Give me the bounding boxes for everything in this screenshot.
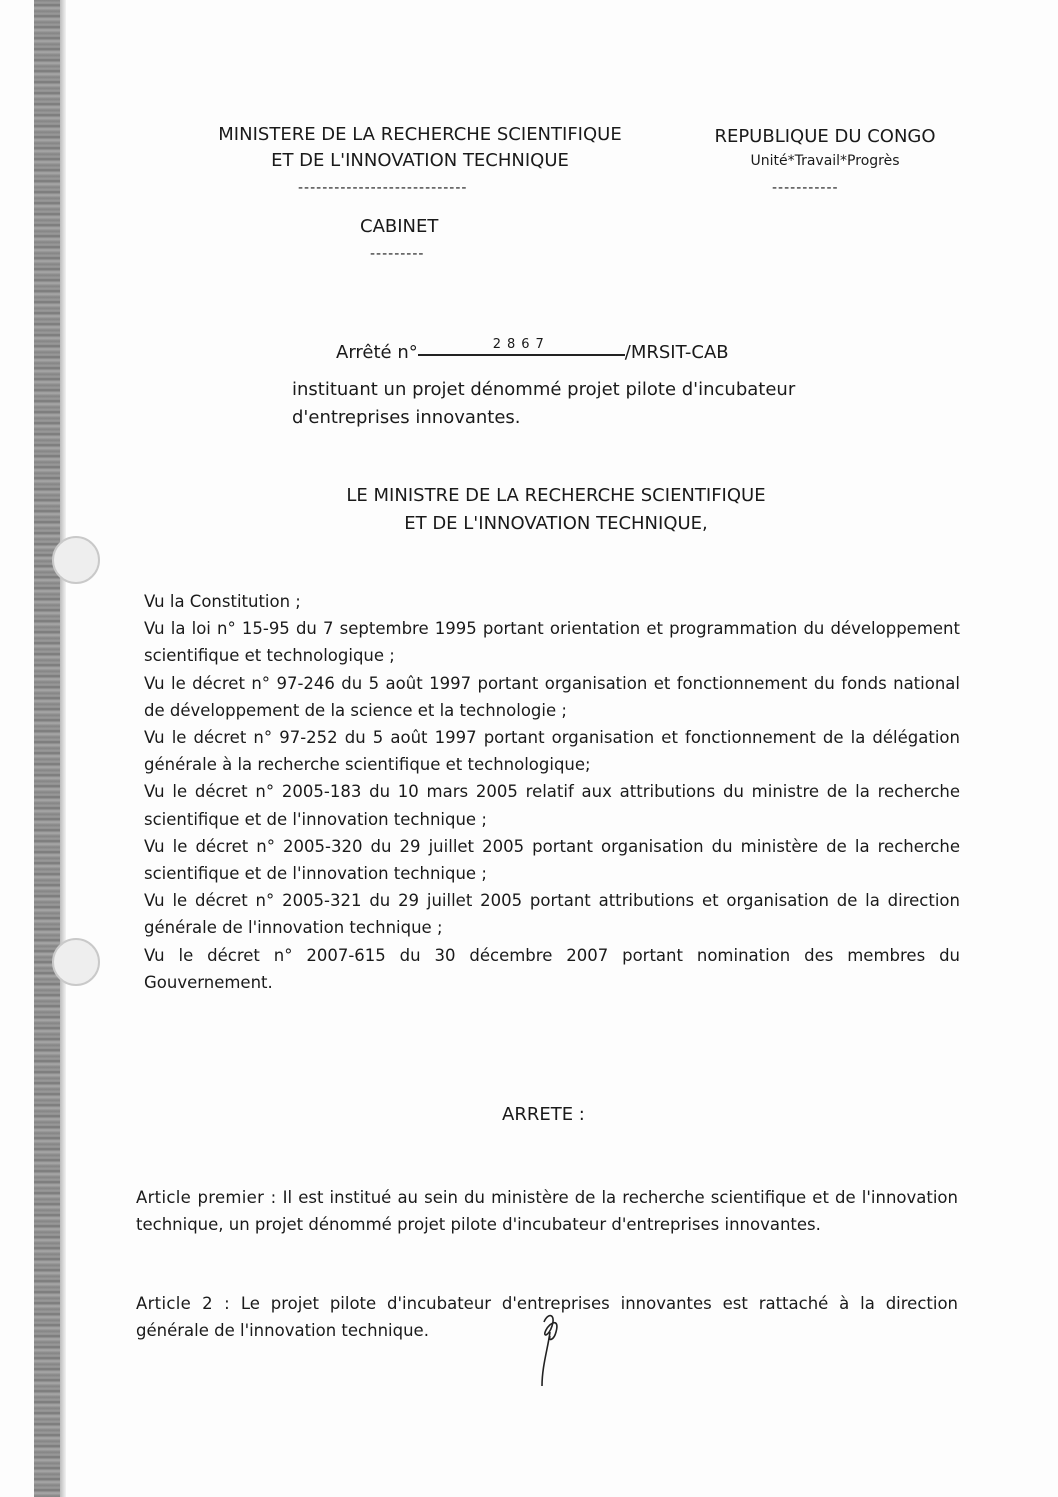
minister-title: [308, 482, 804, 538]
decree-number: 2867: [492, 337, 550, 352]
visa-item: Vu le décret n° 2005-320 du 29 juillet 2005 portant organisation du ministère de la recherche scientifique et de l'innovation technique ;: [144, 836, 960, 884]
scan-binding-edge: [34, 0, 60, 1497]
visa-item: Vu le décret n° 2007-615 du 30 décembre 2007 portant nomination des membres du Gouvernement.: [144, 945, 960, 992]
cabinet-label: CABINET: [360, 216, 439, 237]
visa-item: Vu la loi n° 15-95 du 7 septembre 1995 portant orientation et programmation du développement scientifique et technologique ;: [144, 619, 960, 666]
article-2-label: Article 2 :: [136, 1294, 230, 1313]
ministry-name-line2: ET DE L'INNOVATION TECHNIQUE: [271, 150, 569, 171]
ministry-separator: ----------------------------: [298, 180, 468, 196]
article-1: [136, 1184, 958, 1238]
visa-item: Vu le décret n° 97-246 du 5 août 1997 portant organisation et fonctionnement du fonds national de développement de la science et la technologie ;: [144, 673, 960, 720]
minister-title-line1: LE MINISTRE DE LA RECHERCHE SCIENTIFIQUE: [346, 485, 766, 506]
ministry-header: [172, 122, 668, 174]
cabinet-separator: ---------: [370, 246, 425, 262]
visa-item: Vu le décret n° 2005-183 du 10 mars 2005 relatif aux attributions du ministre de la recherche scientifique et de l'innovation technique ;: [144, 782, 960, 829]
visa-item: Vu le décret n° 97-252 du 5 août 1997 portant organisation et fonctionnement de la délégation générale à la recherche scientifique et technologique;: [144, 728, 960, 775]
handwritten-initials: [534, 1308, 570, 1388]
republic-separator: -----------: [772, 180, 839, 196]
republic-name: REPUBLIQUE DU CONGO: [714, 126, 936, 147]
visas-list: [144, 588, 960, 996]
arrete-heading: ARRETE :: [502, 1104, 585, 1125]
decree-prefix: Arrêté n°: [336, 342, 418, 363]
scan-binding-shadow: [60, 0, 66, 1497]
ministry-name-line1: MINISTERE DE LA RECHERCHE SCIENTIFIQUE: [218, 124, 622, 145]
decree-subject: [292, 376, 795, 432]
decree-suffix: /MRSIT-CAB: [624, 342, 729, 363]
visa-item: Vu la Constitution ;: [144, 592, 301, 611]
decree-subject-line1: instituant un projet dénommé projet pilote d'incubateur: [292, 379, 796, 400]
article-1-text: Il est institué au sein du ministère de la recherche scientifique et de l'innovation technique, un projet dénommé projet pilote d'incubateur d'entreprises innovantes.: [136, 1188, 958, 1234]
republic-motto: Unité*Travail*Progrès: [750, 153, 900, 169]
republic-header: [690, 124, 960, 172]
minister-title-line2: ET DE L'INNOVATION TECHNIQUE,: [404, 513, 708, 534]
decree-subject-line2: d'entreprises innovantes.: [292, 407, 521, 428]
punch-hole-bottom: [52, 938, 100, 986]
visa-item: Vu le décret n° 2005-321 du 29 juillet 2005 portant attributions et organisation de la direction générale de l'innovation technique ;: [144, 891, 960, 938]
punch-hole-top: [52, 536, 100, 584]
article-1-label: Article premier :: [136, 1188, 277, 1207]
article-2-text: Le projet pilote d'incubateur d'entreprises innovantes est rattaché à la direction générale de l'innovation technique.: [136, 1294, 958, 1340]
decree-number-line: [336, 337, 729, 364]
decree-number-blank: [418, 337, 625, 356]
